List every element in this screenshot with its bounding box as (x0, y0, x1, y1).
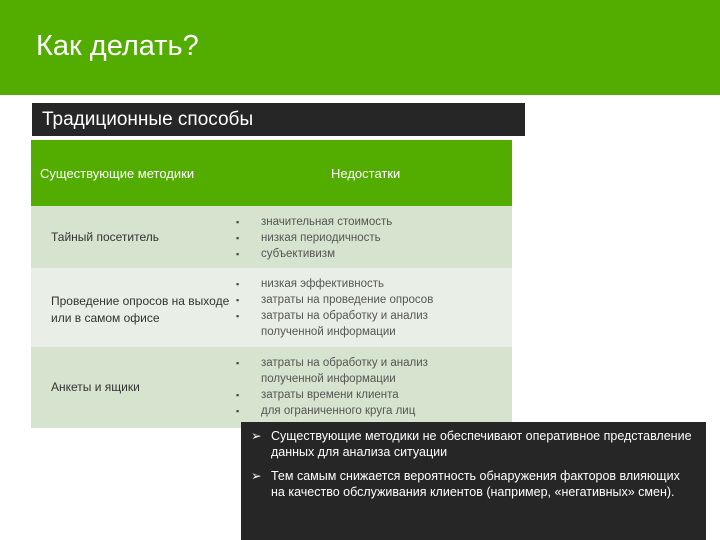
drawback-item: ▪ низкая эффективность (236, 276, 433, 292)
title-bar (0, 0, 720, 95)
drawback-item: ▪ значительная стоимость (236, 214, 392, 230)
table-row (31, 206, 512, 268)
method-name: Анкеты и ящики (51, 380, 140, 394)
conclusion-item: ➢ Существующие методики не обеспечивают оперативное представление данных для анализа ситуации (271, 428, 696, 460)
methods-table (31, 140, 512, 428)
method-name: Проведение опросов на выходе или в самом офисе (51, 294, 230, 325)
drawbacks-list (236, 276, 433, 340)
drawback-item: ▪ затраты на проведение опросов (236, 292, 433, 308)
conclusion-item: ➢ Тем самым снижается вероятность обнаружения факторов влияющих на качество обслуживания клиентов (например, «негативных» смен). (271, 468, 696, 500)
table-row (31, 268, 512, 347)
header-methods: Существующие методики (40, 166, 195, 181)
drawbacks-list (236, 355, 428, 419)
drawbacks-list (236, 214, 392, 262)
drawback-item: ▪ затраты на обработку и анализ (236, 308, 433, 324)
drawback-item: ▪ субъективизм (236, 246, 392, 262)
table-header (31, 140, 512, 206)
drawback-item: ▪ затраты времени клиента (236, 387, 428, 403)
method-name: Тайный посетитель (51, 230, 159, 244)
slide-title: Как делать? (36, 30, 199, 62)
drawback-item: ▪ для ограниченного круга лиц (236, 403, 428, 419)
drawback-item: ▪ низкая периодичность (236, 230, 392, 246)
drawback-item: полученной информации (261, 326, 396, 338)
section-heading: Традиционные способы (32, 103, 525, 136)
drawback-item: ▪ затраты на обработку и анализ (236, 355, 428, 371)
header-drawbacks: Недостатки (331, 166, 401, 181)
table-row (31, 347, 512, 428)
conclusions-box (241, 422, 706, 540)
drawback-item: полученной информации (261, 373, 396, 385)
